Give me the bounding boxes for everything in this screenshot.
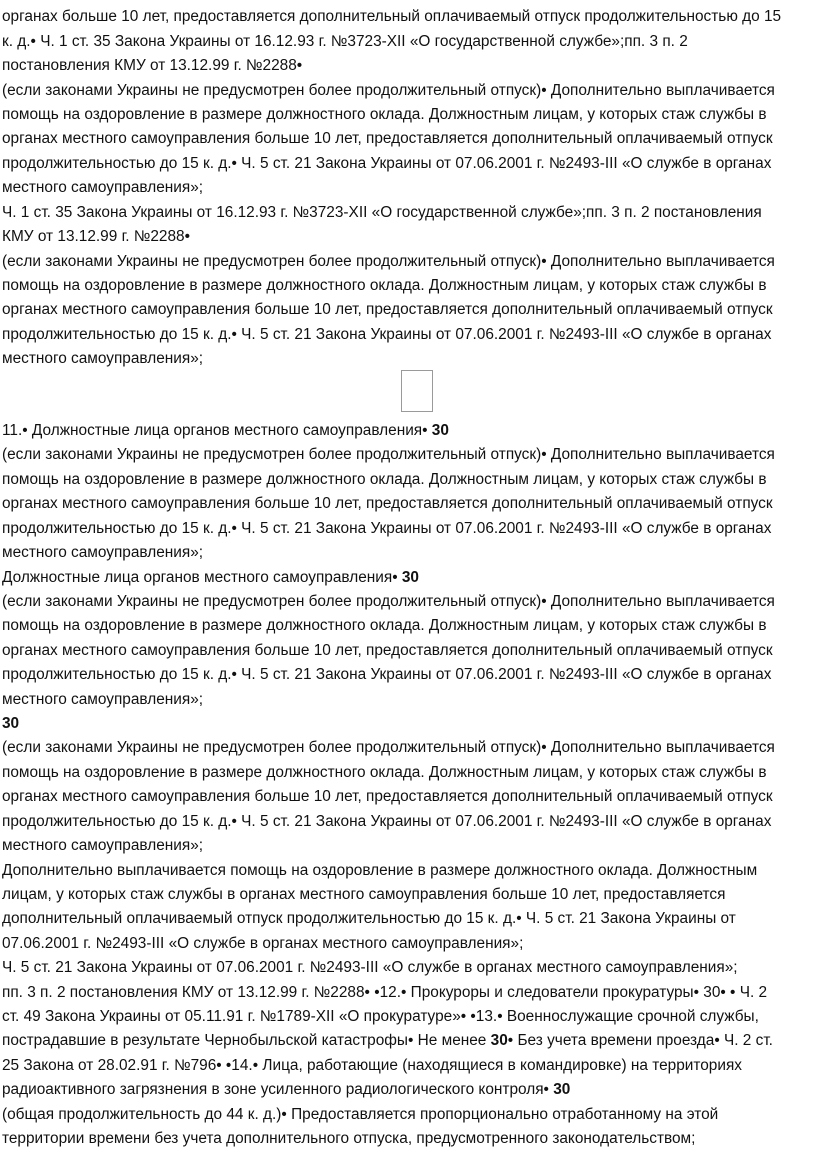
text-line: Ч. 1 ст. 35 Закона Украины от 16.12.93 г. №3723-XII «О государственной службе»;пп. 3 п. 2 постановления bbox=[2, 204, 762, 221]
text-line bbox=[2, 566, 419, 590]
text-line: помощь на оздоровление в размере должностного оклада. Должностным лицам, у которых стаж службы в bbox=[2, 106, 767, 123]
text-line: (если законами Украины не предусмотрен более продолжительный отпуск)• Дополнительно выплачивается bbox=[2, 82, 775, 99]
days-value: 30 bbox=[2, 715, 20, 732]
text-span: Должностные лица органов местного самоуправления• bbox=[2, 569, 402, 586]
text-line: местного самоуправления»; bbox=[2, 350, 204, 367]
text-line: местного самоуправления»; bbox=[2, 691, 204, 708]
text-span: пострадавшие в результате Чернобыльской катастрофы• Не менее bbox=[2, 1032, 491, 1049]
text-span: • Без учета времени проезда• Ч. 2 ст. bbox=[507, 1032, 773, 1049]
text-line: органах местного самоуправления больше 10 лет, предоставляется дополнительный оплачиваемый отпуск bbox=[2, 301, 773, 318]
text-line: продолжительностью до 15 к. д.• Ч. 5 ст. 21 Закона Украины от 07.06.2001 г. №2493-III «О службе в органах bbox=[2, 813, 772, 830]
days-value: 30 bbox=[401, 569, 419, 586]
text-line: местного самоуправления»; bbox=[2, 837, 204, 854]
text-line: (общая продолжительность до 44 к. д.)• Предоставляется пропорционально отработанному на этой bbox=[2, 1106, 719, 1123]
text-line: органах больше 10 лет, предоставляется дополнительный оплачиваемый отпуск продолжительностью до 15 bbox=[2, 8, 782, 25]
text-line: местного самоуправления»; bbox=[2, 179, 204, 196]
text-line: (если законами Украины не предусмотрен более продолжительный отпуск)• Дополнительно выплачивается bbox=[2, 253, 775, 270]
text-line: (если законами Украины не предусмотрен более продолжительный отпуск)• Дополнительно выплачивается bbox=[2, 446, 775, 463]
text-line: 25 Закона от 28.02.91 г. №796• •14.• Лица, работающие (находящиеся в командировке) на территориях bbox=[2, 1057, 742, 1074]
text-line: лицам, у которых стаж службы в органах местного самоуправления больше 10 лет, предоставляется bbox=[2, 886, 726, 903]
text-line: территории времени без учета дополнительного отпуска, предусмотренного законодательством; bbox=[2, 1130, 696, 1147]
text-line: (если законами Украины не предусмотрен более продолжительный отпуск)• Дополнительно выплачивается bbox=[2, 593, 775, 610]
text-line: Дополнительно выплачивается помощь на оздоровление в размере должностного оклада. Должностным bbox=[2, 862, 758, 879]
text-line: помощь на оздоровление в размере должностного оклада. Должностным лицам, у которых стаж службы в bbox=[2, 617, 767, 634]
text-line bbox=[2, 1078, 570, 1102]
text-line: местного самоуправления»; bbox=[2, 544, 204, 561]
text-line: дополнительный оплачиваемый отпуск продолжительностью до 15 к. д.• Ч. 5 ст. 21 Закона Украины от bbox=[2, 910, 736, 927]
days-value: 30 bbox=[553, 1081, 571, 1098]
text-line: (если законами Украины не предусмотрен более продолжительный отпуск)• Дополнительно выплачивается bbox=[2, 739, 775, 756]
text-line: продолжительностью до 15 к. д.• Ч. 5 ст. 21 Закона Украины от 07.06.2001 г. №2493-III «О службе в органах bbox=[2, 520, 772, 537]
text-line: к. д.• Ч. 1 ст. 35 Закона Украины от 16.12.93 г. №3723-XII «О государственной службе»;пп. 3 п. 2 bbox=[2, 33, 688, 50]
text-line: помощь на оздоровление в размере должностного оклада. Должностным лицам, у которых стаж службы в bbox=[2, 471, 767, 488]
text-span: 11.• Должностные лица органов местного самоуправления• bbox=[2, 422, 432, 439]
list-item-heading bbox=[2, 419, 449, 443]
days-value: 30 bbox=[431, 422, 449, 439]
text-line: продолжительностью до 15 к. д.• Ч. 5 ст. 21 Закона Украины от 07.06.2001 г. №2493-III «О службе в органах bbox=[2, 666, 772, 683]
text-line: пп. 3 п. 2 постановления КМУ от 13.12.99 г. №2288• •12.• Прокуроры и следователи прокуратуры• 30• • Ч. 2 bbox=[2, 984, 768, 1001]
text-line: 07.06.2001 г. №2493-III «О службе в органах местного самоуправления»; bbox=[2, 935, 524, 952]
text-line: органах местного самоуправления больше 10 лет, предоставляется дополнительный оплачиваемый отпуск bbox=[2, 642, 773, 659]
text-line: помощь на оздоровление в размере должностного оклада. Должностным лицам, у которых стаж службы в bbox=[2, 277, 767, 294]
blank-image-placeholder bbox=[401, 370, 433, 412]
text-line: органах местного самоуправления больше 10 лет, предоставляется дополнительный оплачиваемый отпуск bbox=[2, 130, 773, 147]
days-value: 30 bbox=[490, 1032, 508, 1049]
text-line: органах местного самоуправления больше 10 лет, предоставляется дополнительный оплачиваемый отпуск bbox=[2, 495, 773, 512]
text-line: КМУ от 13.12.99 г. №2288• bbox=[2, 228, 190, 245]
text-line: органах местного самоуправления больше 10 лет, предоставляется дополнительный оплачиваемый отпуск bbox=[2, 788, 773, 805]
text-line: ст. 49 Закона Украины от 05.11.91 г. №1789-XII «О прокуратуре»• •13.• Военнослужащие срочной службы, bbox=[2, 1008, 759, 1025]
text-span: радиоактивного загрязнения в зоне усиленного радиологического контроля• bbox=[2, 1081, 554, 1098]
text-line: Ч. 5 ст. 21 Закона Украины от 07.06.2001 г. №2493-III «О службе в органах местного самоуправления»; bbox=[2, 959, 738, 976]
text-line bbox=[2, 1029, 773, 1053]
text-line: помощь на оздоровление в размере должностного оклада. Должностным лицам, у которых стаж службы в bbox=[2, 764, 767, 781]
text-line: продолжительностью до 15 к. д.• Ч. 5 ст. 21 Закона Украины от 07.06.2001 г. №2493-III «О службе в органах bbox=[2, 155, 772, 172]
text-line: постановления КМУ от 13.12.99 г. №2288• bbox=[2, 57, 303, 74]
text-line: продолжительностью до 15 к. д.• Ч. 5 ст. 21 Закона Украины от 07.06.2001 г. №2493-III «О службе в органах bbox=[2, 326, 772, 343]
